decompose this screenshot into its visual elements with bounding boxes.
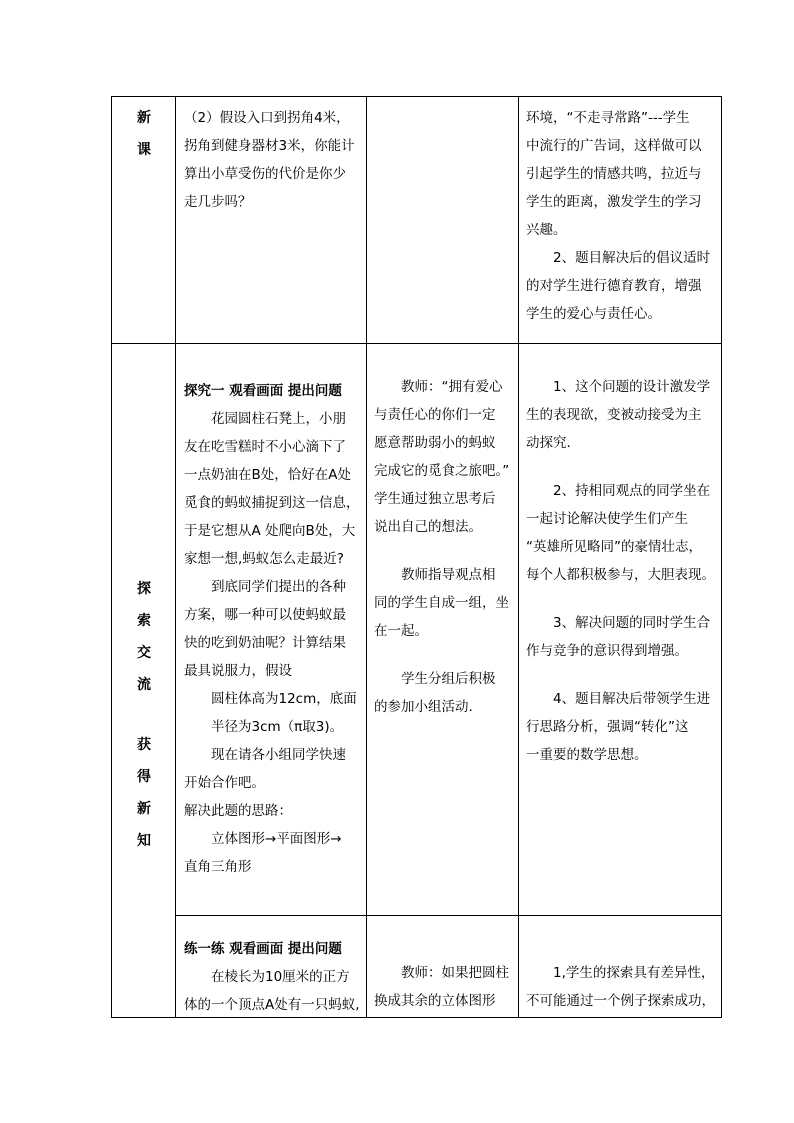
text-line: 立体图形→平面图形→ [211,831,342,847]
section-heading: 练一练 观看画面 提出问题 [184,941,342,957]
text-line: 现在请各小组同学快速 [211,747,346,763]
text-line: 拐角到健身器材3米，你能计 [184,138,355,154]
text-line: 圆柱体高为12cm，底面 [211,691,357,707]
activity-cell-explore-1 [184,377,364,881]
activity-cell-practice [184,935,364,1019]
text-line: 教师：“拥有爱心 [401,379,503,395]
column-divider [175,97,176,1017]
text-line: 算出小草受伤的代价是你少 [184,166,346,182]
text-line: 友在吃雪糕时不小心滴下了 [184,439,346,455]
intent-cell-new-lesson [526,104,721,328]
intent-cell-explore-1 [526,373,721,769]
column-divider [518,97,519,1017]
text-line: 学生分组后积极 [401,671,496,687]
text-line: 2、持相同观点的同学坐在 [553,483,711,499]
activity-cell-new-lesson [184,104,364,216]
text-line: 生的表现欲，变被动接受为主 [526,407,702,423]
text-line: 解决此题的思路： [184,803,292,819]
row-label-explore [112,573,176,701]
label-char: 流 [137,677,151,693]
text-line: 环境，“不走寻常路”---学生 [526,110,690,126]
text-line: 的参加小组活动. [374,699,473,715]
text-line: 一重要的数学思想。 [526,747,648,763]
text-line: 觅食的蚂蚁捕捉到这一信息， [184,495,360,511]
text-line: 完成它的觅食之旅吧。” [374,463,510,479]
text-line: 半径为3cm（π取3)。 [211,719,344,735]
label-char: 获 [137,737,151,753]
text-line: 行思路分析，强调“转化”这 [526,719,689,735]
text-line: 方案，哪一种可以使蚂蚁最 [184,607,346,623]
label-char: 课 [137,142,151,158]
text-line: 学生通过独立思考后 [374,491,496,507]
text-line: 开始合作吧。 [184,775,265,791]
text-line: 3、解决问题的同时学生合 [553,615,711,631]
text-line: 动探究. [526,435,571,451]
text-line: 愿意帮助弱小的蚂蚁 [374,435,496,451]
intent-cell-practice [526,959,721,1015]
text-line: 不可能通过一个例子探索成功， [526,993,715,1009]
label-char: 新 [137,801,151,817]
label-char: 探 [137,581,151,597]
teacher-student-cell-1 [374,373,516,721]
text-line: 花园圆柱石凳上，小朋 [211,411,346,427]
text-line: 兴趣。 [526,222,567,238]
text-line: 在棱长为10厘米的正方 [211,969,350,985]
label-char: 得 [137,769,151,785]
text-line: 一起讨论解决使学生们产生 [526,511,688,527]
text-line: 同的学生自成一组，坐 [374,595,509,611]
text-line: 体的一个顶点A处有一只蚂蚁, [184,997,360,1013]
teacher-student-cell-2 [374,959,516,1015]
row-label-new-knowledge [112,729,176,857]
text-line: 到底同学们提出的各种 [211,579,346,595]
text-line: 走几步吗？ [184,194,252,210]
text-line: 每个人都积极参与，大胆表现。 [526,567,715,583]
row-divider [112,343,721,344]
text-line: 作与竞争的意识得到增强。 [526,643,688,659]
text-line: 说出自己的想法。 [374,519,482,535]
text-line: 换成其余的立体图形 [374,993,496,1009]
text-line: “英雄所见略同”的豪情壮志， [526,539,702,555]
text-line: 4、题目解决后带领学生进 [553,691,711,707]
section-heading: 探究一 观看画面 提出问题 [184,383,342,399]
text-line: 教师指导观点相 [401,567,496,583]
label-char: 交 [137,645,151,661]
text-line: 1,学生的探索具有差异性， [553,965,715,981]
label-char: 知 [137,833,151,849]
row-label-new-lesson [112,102,176,166]
text-line: 家想一想,蚂蚁怎么走最近? [184,551,344,567]
text-line: 学生的爱心与责任心。 [526,306,661,322]
text-line: 的对学生进行德育教育，增强 [526,278,702,294]
label-char: 索 [137,613,151,629]
section-divider [176,915,721,916]
lesson-plan-table [111,96,722,1018]
text-line: 引起学生的情感共鸣，拉近与 [526,166,702,182]
text-line: 在一起。 [374,623,428,639]
text-line: 快的吃到奶油呢？计算结果 [184,635,346,651]
text-line: 直角三角形 [184,859,252,875]
text-line: 中流行的广告词，这样做可以 [526,138,702,154]
label-char: 新 [137,110,151,126]
text-line: 1、这个问题的设计激发学 [553,379,711,395]
text-line: 一点奶油在B处，恰好在A处 [184,467,351,483]
text-line: 于是它想从A 处爬向B处，大 [184,523,356,539]
text-line: 与责任心的你们一定 [374,407,496,423]
column-divider [366,97,367,1017]
text-line: 学生的距离，激发学生的学习 [526,194,702,210]
text-line: 2、题目解决后的倡议适时 [553,250,711,266]
text-line: （2）假设入口到拐角4米， [184,110,350,126]
text-line: 最具说服力，假设 [184,663,292,679]
text-line: 教师：如果把圆柱 [401,965,509,981]
